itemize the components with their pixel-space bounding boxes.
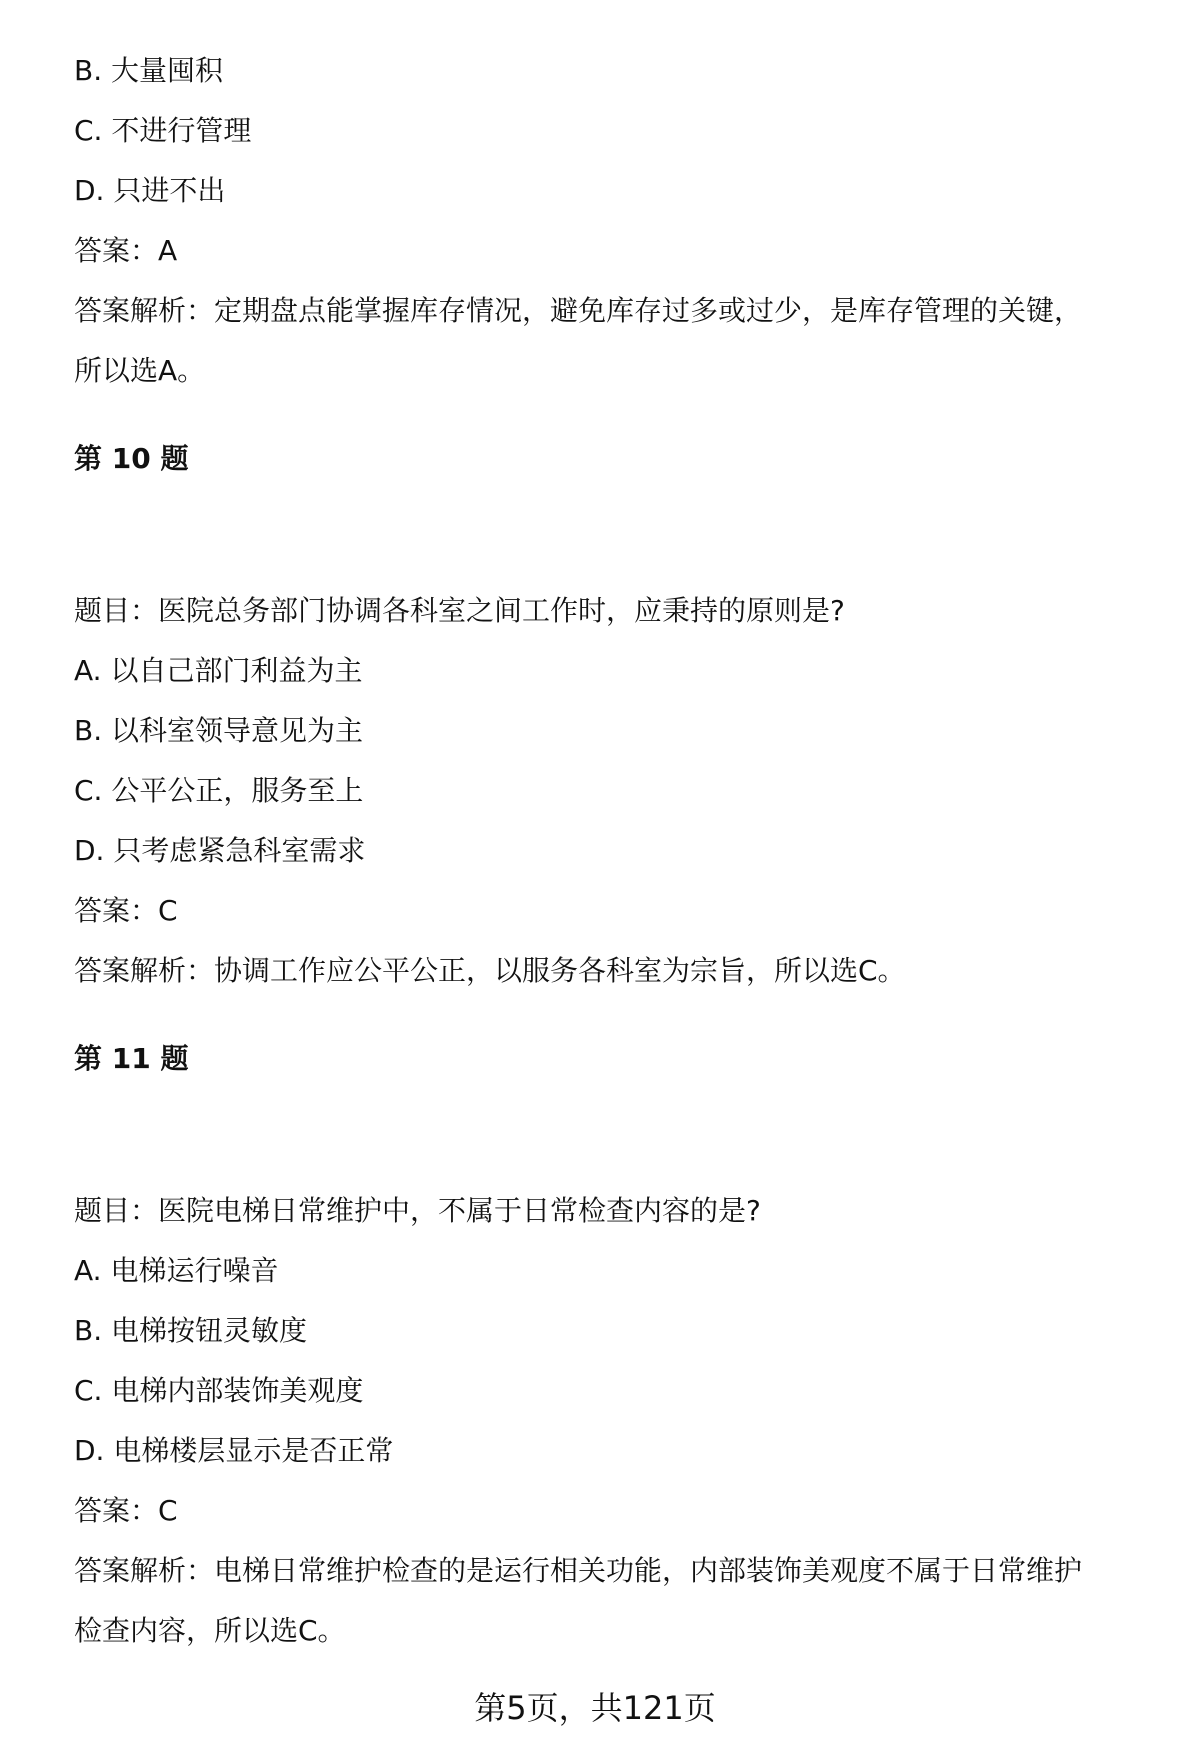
explanation-continued: 检查内容，所以选C。	[74, 1614, 346, 1647]
option-a: A. 以自己部门利益为主	[74, 654, 363, 687]
question-heading-11: 第 11 题	[74, 1042, 189, 1075]
option-d: D. 电梯楼层显示是否正常	[74, 1434, 394, 1467]
option-c: C. 公平公正，服务至上	[74, 774, 364, 807]
page-number: 第5页，共121页	[474, 1689, 716, 1727]
option-c: C. 不进行管理	[74, 114, 252, 147]
explanation: 答案解析：协调工作应公平公正，以服务各科室为宗旨，所以选C。	[74, 954, 906, 987]
question-heading-10: 第 10 题	[74, 442, 189, 475]
explanation: 答案解析：电梯日常维护检查的是运行相关功能，内部装饰美观度不属于日常维护	[74, 1554, 1083, 1587]
option-b: B. 大量囤积	[74, 54, 224, 87]
answer: 答案：C	[74, 894, 178, 927]
option-a: A. 电梯运行噪音	[74, 1254, 279, 1287]
answer: 答案：A	[74, 234, 178, 267]
option-b: B. 电梯按钮灵敏度	[74, 1314, 308, 1347]
explanation: 答案解析：定期盘点能掌握库存情况，避免库存过多或过少，是库存管理的关键，	[74, 294, 1083, 327]
question-text-10: 题目：医院总务部门协调各科室之间工作时，应秉持的原则是?	[74, 594, 845, 627]
question-text-11: 题目：医院电梯日常维护中，不属于日常检查内容的是?	[74, 1194, 761, 1227]
option-d: D. 只进不出	[74, 174, 226, 207]
option-d: D. 只考虑紧急科室需求	[74, 834, 366, 867]
answer: 答案：C	[74, 1494, 178, 1527]
option-b: B. 以科室领导意见为主	[74, 714, 364, 747]
explanation-continued: 所以选A。	[74, 354, 206, 387]
option-c: C. 电梯内部装饰美观度	[74, 1374, 364, 1407]
